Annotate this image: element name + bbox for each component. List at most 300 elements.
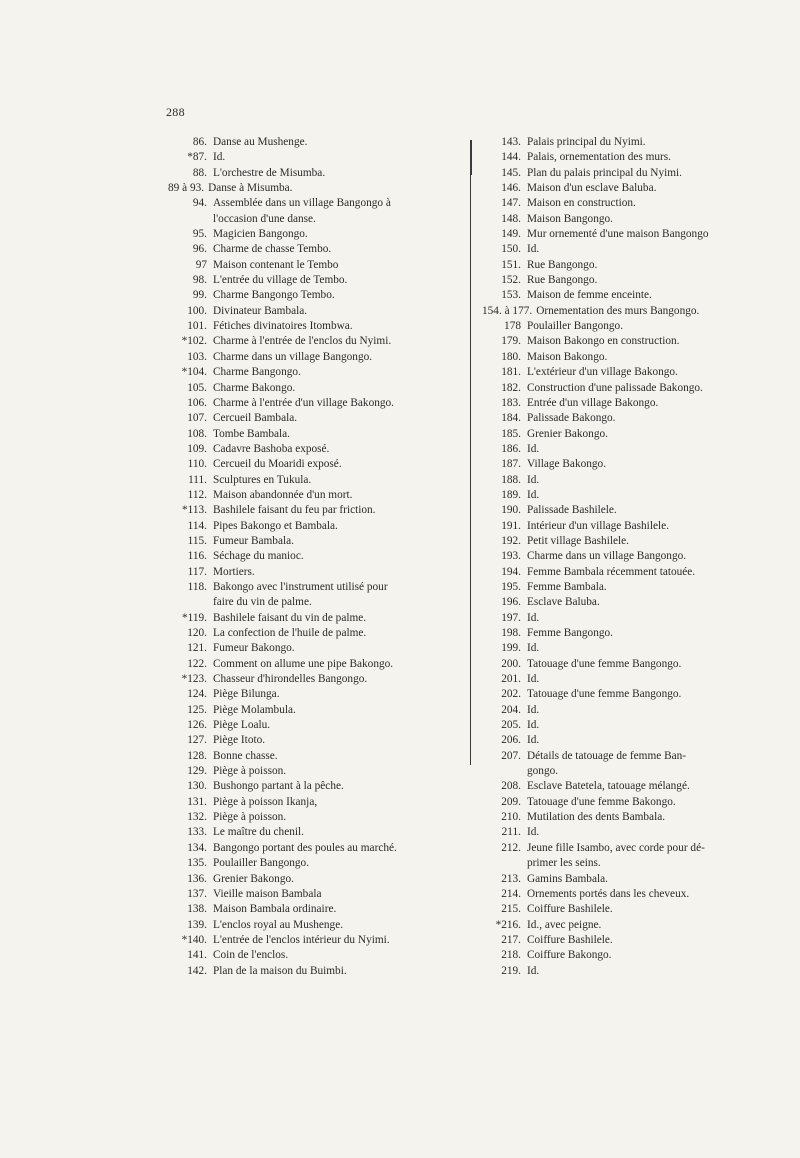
entry-title: Maison de femme enceinte. xyxy=(527,289,652,302)
entry-title: Piège Molambula. xyxy=(213,703,296,716)
list-item xyxy=(168,411,466,426)
entry-title: Id. xyxy=(527,673,540,686)
entry-number: 130. xyxy=(187,780,207,793)
column-divider xyxy=(470,140,471,765)
entry-title: Id. xyxy=(213,151,226,164)
entry-title: Gamins Bambala. xyxy=(527,872,608,885)
list-item xyxy=(482,657,800,672)
entry-title: Assemblée dans un village Bangongo à xyxy=(213,197,391,210)
entry-number: 95. xyxy=(192,228,207,241)
list-item xyxy=(168,181,466,196)
list-item xyxy=(168,672,466,687)
list-item xyxy=(482,488,800,503)
list-item xyxy=(168,304,466,319)
list-item xyxy=(482,427,800,442)
entry-number: 141. xyxy=(187,949,207,962)
entry-title: Coiffure Bakongo. xyxy=(527,949,612,962)
entry-title: Maison contenant le Tembo xyxy=(213,258,339,271)
right-column xyxy=(482,135,800,979)
entry-title: Tatouage d'une femme Bakongo. xyxy=(527,795,676,808)
entry-title: Mutilation des dents Bambala. xyxy=(527,811,666,824)
list-item xyxy=(482,703,800,718)
entry-title: Piège à poisson. xyxy=(213,765,287,778)
entry-title: Id. xyxy=(527,611,540,624)
entry-number: 199. xyxy=(501,642,521,655)
entry-number: 149. xyxy=(501,228,521,241)
entry-number: 151. xyxy=(501,258,521,271)
entry-number: 188. xyxy=(501,473,521,486)
list-item xyxy=(168,825,466,840)
list-item xyxy=(482,166,800,181)
entry-title: Détails de tatouage de femme Ban- xyxy=(527,749,687,762)
entry-title: Bakongo avec l'instrument utilisé pour xyxy=(213,580,388,593)
list-item xyxy=(168,580,466,595)
entry-number: 178 xyxy=(504,320,521,333)
list-item xyxy=(482,565,800,580)
entry-title: Charme Bangongo Tembo. xyxy=(213,289,335,302)
entry-number: 202. xyxy=(501,688,521,701)
entry-title: Maison Bakongo. xyxy=(527,350,608,363)
entry-number: 183. xyxy=(501,396,521,409)
entry-title: Maison abandonnée d'un mort. xyxy=(213,488,353,501)
entry-number: 211. xyxy=(501,826,521,839)
list-item xyxy=(482,457,800,472)
list-item xyxy=(168,933,466,948)
list-item xyxy=(168,242,466,257)
list-item xyxy=(168,288,466,303)
entry-title: Femme Bambala récemment tatouée. xyxy=(527,565,696,578)
entry-number: 124. xyxy=(187,688,207,701)
list-item xyxy=(168,810,466,825)
list-item xyxy=(168,626,466,641)
entry-number: 108. xyxy=(187,427,207,440)
entry-number: 197. xyxy=(501,611,521,624)
entry-number: 206. xyxy=(501,734,521,747)
list-item xyxy=(168,948,466,963)
left-column xyxy=(168,135,466,979)
entry-number: 136. xyxy=(187,872,207,885)
entry-continuation: l'occasion d'une danse. xyxy=(213,212,316,225)
entry-title: Tatouage d'une femme Bangongo. xyxy=(527,688,682,701)
entry-number: 120. xyxy=(187,627,207,639)
entry-number: 218. xyxy=(501,949,521,962)
list-item xyxy=(168,442,466,457)
entry-title: Bonne chasse. xyxy=(213,749,278,762)
entry-continuation: faire du vin de palme. xyxy=(213,596,312,609)
list-item xyxy=(482,887,800,902)
entry-number: 118. xyxy=(187,580,207,593)
entry-title: Vieille maison Bambala xyxy=(213,887,322,900)
entry-title: Bushongo partant à la pêche. xyxy=(213,780,344,793)
entry-title: Magicien Bangongo. xyxy=(213,228,308,241)
list-item xyxy=(482,749,800,764)
entry-title: Grenier Bakongo. xyxy=(213,872,294,885)
entry-title: Tombe Bambala. xyxy=(213,427,291,440)
entry-title: Esclave Baluba. xyxy=(527,596,600,609)
entry-number: 189. xyxy=(501,488,521,501)
entry-number: *102. xyxy=(181,335,207,348)
list-item xyxy=(482,580,800,595)
entry-number: 129. xyxy=(187,765,207,778)
entry-number: 112. xyxy=(187,488,207,501)
entry-number: 139. xyxy=(187,918,207,931)
entry-title: Charme de chasse Tembo. xyxy=(213,243,332,256)
list-item xyxy=(482,549,800,564)
entry-title: Construction d'une palissade Bakongo. xyxy=(527,381,703,394)
entry-number: 97 xyxy=(195,258,207,271)
entry-title: Fumeur Bambala. xyxy=(213,534,294,547)
entry-number: 185. xyxy=(501,427,521,440)
entry-title: Sculptures en Tukula. xyxy=(213,473,312,486)
list-item xyxy=(168,227,466,242)
list-item xyxy=(482,319,800,334)
entry-title: Mortiers. xyxy=(213,565,255,578)
entry-title: Femme Bambala. xyxy=(527,580,607,593)
list-item xyxy=(482,519,800,534)
list-item xyxy=(482,902,800,917)
entry-number: 187. xyxy=(501,458,521,471)
entry-number: 117. xyxy=(187,565,207,578)
entry-number: 207. xyxy=(501,749,521,762)
entry-title: Cadavre Bashoba exposé. xyxy=(213,442,330,455)
list-item xyxy=(168,381,466,396)
list-item xyxy=(168,918,466,933)
list-item xyxy=(482,150,800,165)
entry-title: Bashilele faisant du feu par friction. xyxy=(213,504,376,517)
entry-number: 103. xyxy=(187,350,207,363)
list-item xyxy=(482,181,800,196)
entry-title: Entrée d'un village Bakongo. xyxy=(527,396,659,409)
entry-number: 111. xyxy=(188,473,207,486)
entry-title: Piège à poisson Ikanja, xyxy=(213,795,318,808)
entry-number: 217. xyxy=(501,933,521,946)
list-item xyxy=(482,473,800,488)
entry-number: 99. xyxy=(192,289,207,302)
list-item xyxy=(168,856,466,871)
entry-number: 212. xyxy=(501,841,521,854)
entry-title: Tatouage d'une femme Bangongo. xyxy=(527,657,682,670)
entry-continuation: gongo. xyxy=(527,765,559,778)
entry-number: 193. xyxy=(501,550,521,563)
entry-title: Danse à Misumba. xyxy=(208,182,293,195)
entry-number: 184. xyxy=(501,412,521,425)
list-item xyxy=(168,334,466,349)
entry-continuation: primer les seins. xyxy=(527,857,601,870)
entry-number: 122. xyxy=(187,657,207,670)
list-item xyxy=(482,918,800,933)
entry-number: *119. xyxy=(182,611,207,624)
entry-number: 190. xyxy=(501,504,521,517)
list-item xyxy=(168,795,466,810)
entry-number: 88. xyxy=(192,166,207,179)
entry-title: Id. xyxy=(527,243,540,256)
list-item xyxy=(482,672,800,687)
entry-title: Mur ornementé d'une maison Bangongo xyxy=(527,228,709,241)
list-item xyxy=(482,396,800,411)
entry-number: 192. xyxy=(501,534,521,547)
list-item xyxy=(482,411,800,426)
entry-number: 198. xyxy=(501,627,521,639)
list-item xyxy=(168,135,466,150)
list-item xyxy=(482,304,800,319)
list-item xyxy=(168,779,466,794)
list-item xyxy=(168,749,466,764)
entry-title: Danse au Mushenge. xyxy=(213,136,308,148)
list-item xyxy=(482,503,800,518)
entry-title: Coin de l'enclos. xyxy=(213,949,289,962)
list-item xyxy=(482,227,800,242)
entry-title: Maison d'un esclave Baluba. xyxy=(527,182,657,195)
entry-title: Id. xyxy=(527,473,540,486)
entry-title: Ornements portés dans les cheveux. xyxy=(527,887,690,900)
entry-title: Maison Bangongo. xyxy=(527,212,613,225)
entry-number: 107. xyxy=(187,412,207,425)
list-item xyxy=(168,196,466,211)
entry-number: 191. xyxy=(501,519,521,532)
entry-title: Id. xyxy=(527,964,540,977)
list-item xyxy=(482,381,800,396)
entry-number: 89 à 93. xyxy=(168,182,205,195)
entry-number: 127. xyxy=(187,734,207,747)
entry-title: Id. xyxy=(527,488,540,501)
entry-number: 213. xyxy=(501,872,521,885)
entry-number: 133. xyxy=(187,826,207,839)
list-item xyxy=(168,549,466,564)
entry-number: 194. xyxy=(501,565,521,578)
entry-title: Charme Bangongo. xyxy=(213,366,301,379)
list-item xyxy=(482,779,800,794)
entry-number: 101. xyxy=(187,320,207,333)
entry-title: Chasseur d'hirondelles Bangongo. xyxy=(213,673,368,686)
entry-number: *216. xyxy=(495,918,521,931)
entry-number: 126. xyxy=(187,719,207,732)
list-item xyxy=(168,657,466,672)
entry-title: Rue Bangongo. xyxy=(527,274,598,287)
list-item xyxy=(168,902,466,917)
entry-number: 137. xyxy=(187,887,207,900)
entry-number: 209. xyxy=(501,795,521,808)
list-item xyxy=(168,611,466,626)
list-item xyxy=(168,687,466,702)
list-item xyxy=(168,841,466,856)
entry-title: Palissade Bashilele. xyxy=(527,504,617,517)
entry-number: 110. xyxy=(187,458,207,471)
entry-title: Divinateur Bambala. xyxy=(213,304,308,317)
list-item xyxy=(482,933,800,948)
entry-title: Id., avec peigne. xyxy=(527,918,602,931)
entry-title: Charme dans un village Bangongo. xyxy=(527,550,687,563)
list-item xyxy=(482,534,800,549)
entry-title: Id. xyxy=(527,734,540,747)
entry-title: Id. xyxy=(527,826,540,839)
list-item xyxy=(482,595,800,610)
entry-title: Coiffure Bashilele. xyxy=(527,903,613,916)
entry-title: Comment on allume une pipe Bakongo. xyxy=(213,657,394,670)
entry-number: 114. xyxy=(187,519,207,532)
entry-title: Id. xyxy=(527,442,540,455)
entry-number: 201. xyxy=(501,673,521,686)
entry-title: Grenier Bakongo. xyxy=(527,427,608,440)
entry-number: 182. xyxy=(501,381,521,394)
entry-title: Fumeur Bakongo. xyxy=(213,642,295,655)
entry-number: 138. xyxy=(187,903,207,916)
entry-title: L'entrée du village de Tembo. xyxy=(213,274,348,287)
entry-number: 121. xyxy=(187,642,207,655)
list-item xyxy=(168,964,466,979)
list-item xyxy=(168,319,466,334)
page-number: 288 xyxy=(166,105,185,119)
entry-number: *113. xyxy=(182,504,207,517)
list-item xyxy=(168,427,466,442)
list-item xyxy=(482,196,800,211)
entry-number: 196. xyxy=(501,596,521,609)
entry-number: 208. xyxy=(501,780,521,793)
entry-number: 135. xyxy=(187,857,207,870)
entry-title: Charme dans un village Bangongo. xyxy=(213,350,373,363)
entry-number: 181. xyxy=(501,366,521,379)
entry-title: Coiffure Bashilele. xyxy=(527,933,613,946)
list-item xyxy=(482,733,800,748)
entry-number: 210. xyxy=(501,811,521,824)
entry-number: 98. xyxy=(192,274,207,287)
entry-title: La confection de l'huile de palme. xyxy=(213,627,367,639)
list-item xyxy=(168,641,466,656)
entry-title: Petit village Bashilele. xyxy=(527,534,629,547)
entry-title: Village Bakongo. xyxy=(527,458,607,471)
list-item xyxy=(482,626,800,641)
entry-number: 116. xyxy=(187,550,207,563)
list-item xyxy=(482,365,800,380)
entry-number: 152. xyxy=(501,274,521,287)
list-item xyxy=(168,166,466,181)
entry-number: 180. xyxy=(501,350,521,363)
list-item xyxy=(482,872,800,887)
entry-title: Bangongo portant des poules au marché. xyxy=(213,841,397,854)
entry-title: Id. xyxy=(527,642,540,655)
list-item xyxy=(168,258,466,273)
entry-title: Piège Bilunga. xyxy=(213,688,280,701)
entry-title: Séchage du manioc. xyxy=(213,550,304,563)
list-item xyxy=(482,212,800,227)
entry-title: Id. xyxy=(527,719,540,732)
entry-number: 204. xyxy=(501,703,521,716)
entry-number: 147. xyxy=(501,197,521,210)
list-item xyxy=(168,488,466,503)
entry-title: Pipes Bakongo et Bambala. xyxy=(213,519,338,532)
entry-title: Femme Bangongo. xyxy=(527,627,613,639)
entry-number: 179. xyxy=(501,335,521,348)
entry-number: *123. xyxy=(181,673,207,686)
entry-title: Id. xyxy=(527,703,540,716)
list-item xyxy=(168,473,466,488)
entry-number: 215. xyxy=(501,903,521,916)
entry-number: 131. xyxy=(187,795,207,808)
list-item xyxy=(482,273,800,288)
entry-title: L'entrée de l'enclos intérieur du Nyimi. xyxy=(213,933,390,946)
entry-title: Le maître du chenil. xyxy=(213,826,304,839)
entry-number: 219. xyxy=(501,964,521,977)
entry-number: 94. xyxy=(192,197,207,210)
entry-title: Poulailler Bangongo. xyxy=(527,320,624,333)
list-item xyxy=(482,242,800,257)
list-item xyxy=(482,135,800,150)
list-item xyxy=(168,718,466,733)
entry-title: Piège Itoto. xyxy=(213,734,266,747)
list-item xyxy=(482,810,800,825)
list-item xyxy=(168,350,466,365)
entry-title: Charme Bakongo. xyxy=(213,381,296,394)
list-item xyxy=(168,457,466,472)
entry-number: *87. xyxy=(187,151,207,164)
list-item xyxy=(482,964,800,979)
entry-number: 143. xyxy=(501,136,521,148)
entry-title: Rue Bangongo. xyxy=(527,258,598,271)
list-item xyxy=(482,795,800,810)
list-item xyxy=(168,534,466,549)
list-item xyxy=(168,150,466,165)
list-item xyxy=(168,872,466,887)
entry-number: 96. xyxy=(192,243,207,256)
list-item xyxy=(168,503,466,518)
list-item xyxy=(482,687,800,702)
list-item xyxy=(168,365,466,380)
entry-title: L'orchestre de Misumba. xyxy=(213,166,326,179)
list-item xyxy=(482,948,800,963)
entry-title: Ornementation des murs Bangongo. xyxy=(536,304,700,317)
entry-title: Maison en construction. xyxy=(527,197,636,210)
entry-number: 186. xyxy=(501,442,521,455)
entry-title: Palais, ornementation des murs. xyxy=(527,151,672,164)
entry-number: 214. xyxy=(501,887,521,900)
entry-title: L'extérieur d'un village Bakongo. xyxy=(527,366,678,379)
entry-number: 148. xyxy=(501,212,521,225)
entry-title: Bashilele faisant du vin de palme. xyxy=(213,611,367,624)
entry-title: Cercueil du Moaridi exposé. xyxy=(213,458,342,471)
entry-title: Jeune fille Isambo, avec corde pour dé- xyxy=(527,841,705,854)
entry-title: Charme à l'entrée de l'enclos du Nyimi. xyxy=(213,335,392,348)
entry-number: 100. xyxy=(187,304,207,317)
entry-title: Plan du palais principal du Nyimi. xyxy=(527,166,682,179)
list-item xyxy=(482,350,800,365)
entry-title: Charme à l'entrée d'un village Bakongo. xyxy=(213,396,394,409)
list-item xyxy=(482,641,800,656)
entry-number: 86. xyxy=(192,136,207,148)
list-item xyxy=(482,442,800,457)
entry-title: Maison Bakongo en construction. xyxy=(527,335,680,348)
entry-number: 154. à 177. xyxy=(482,304,533,317)
entry-number: 144. xyxy=(501,151,521,164)
entry-number: 115. xyxy=(187,534,207,547)
list-item xyxy=(482,841,800,856)
entry-title: Palais principal du Nyimi. xyxy=(527,136,646,148)
list-item xyxy=(168,703,466,718)
list-item xyxy=(168,887,466,902)
entry-title: Maison Bambala ordinaire. xyxy=(213,903,337,916)
entry-number: 109. xyxy=(187,442,207,455)
list-item xyxy=(168,733,466,748)
list-item xyxy=(482,334,800,349)
entry-title: Esclave Batetela, tatouage mélangé. xyxy=(527,780,690,793)
list-item xyxy=(482,825,800,840)
entry-title: Palissade Bakongo. xyxy=(527,412,616,425)
entry-number: 125. xyxy=(187,703,207,716)
entry-title: Poulailler Bangongo. xyxy=(213,857,310,870)
entry-title: Piège à poisson. xyxy=(213,811,287,824)
list-item xyxy=(168,764,466,779)
entry-number: 105. xyxy=(187,381,207,394)
list-item xyxy=(168,396,466,411)
entry-number: *140. xyxy=(181,933,207,946)
